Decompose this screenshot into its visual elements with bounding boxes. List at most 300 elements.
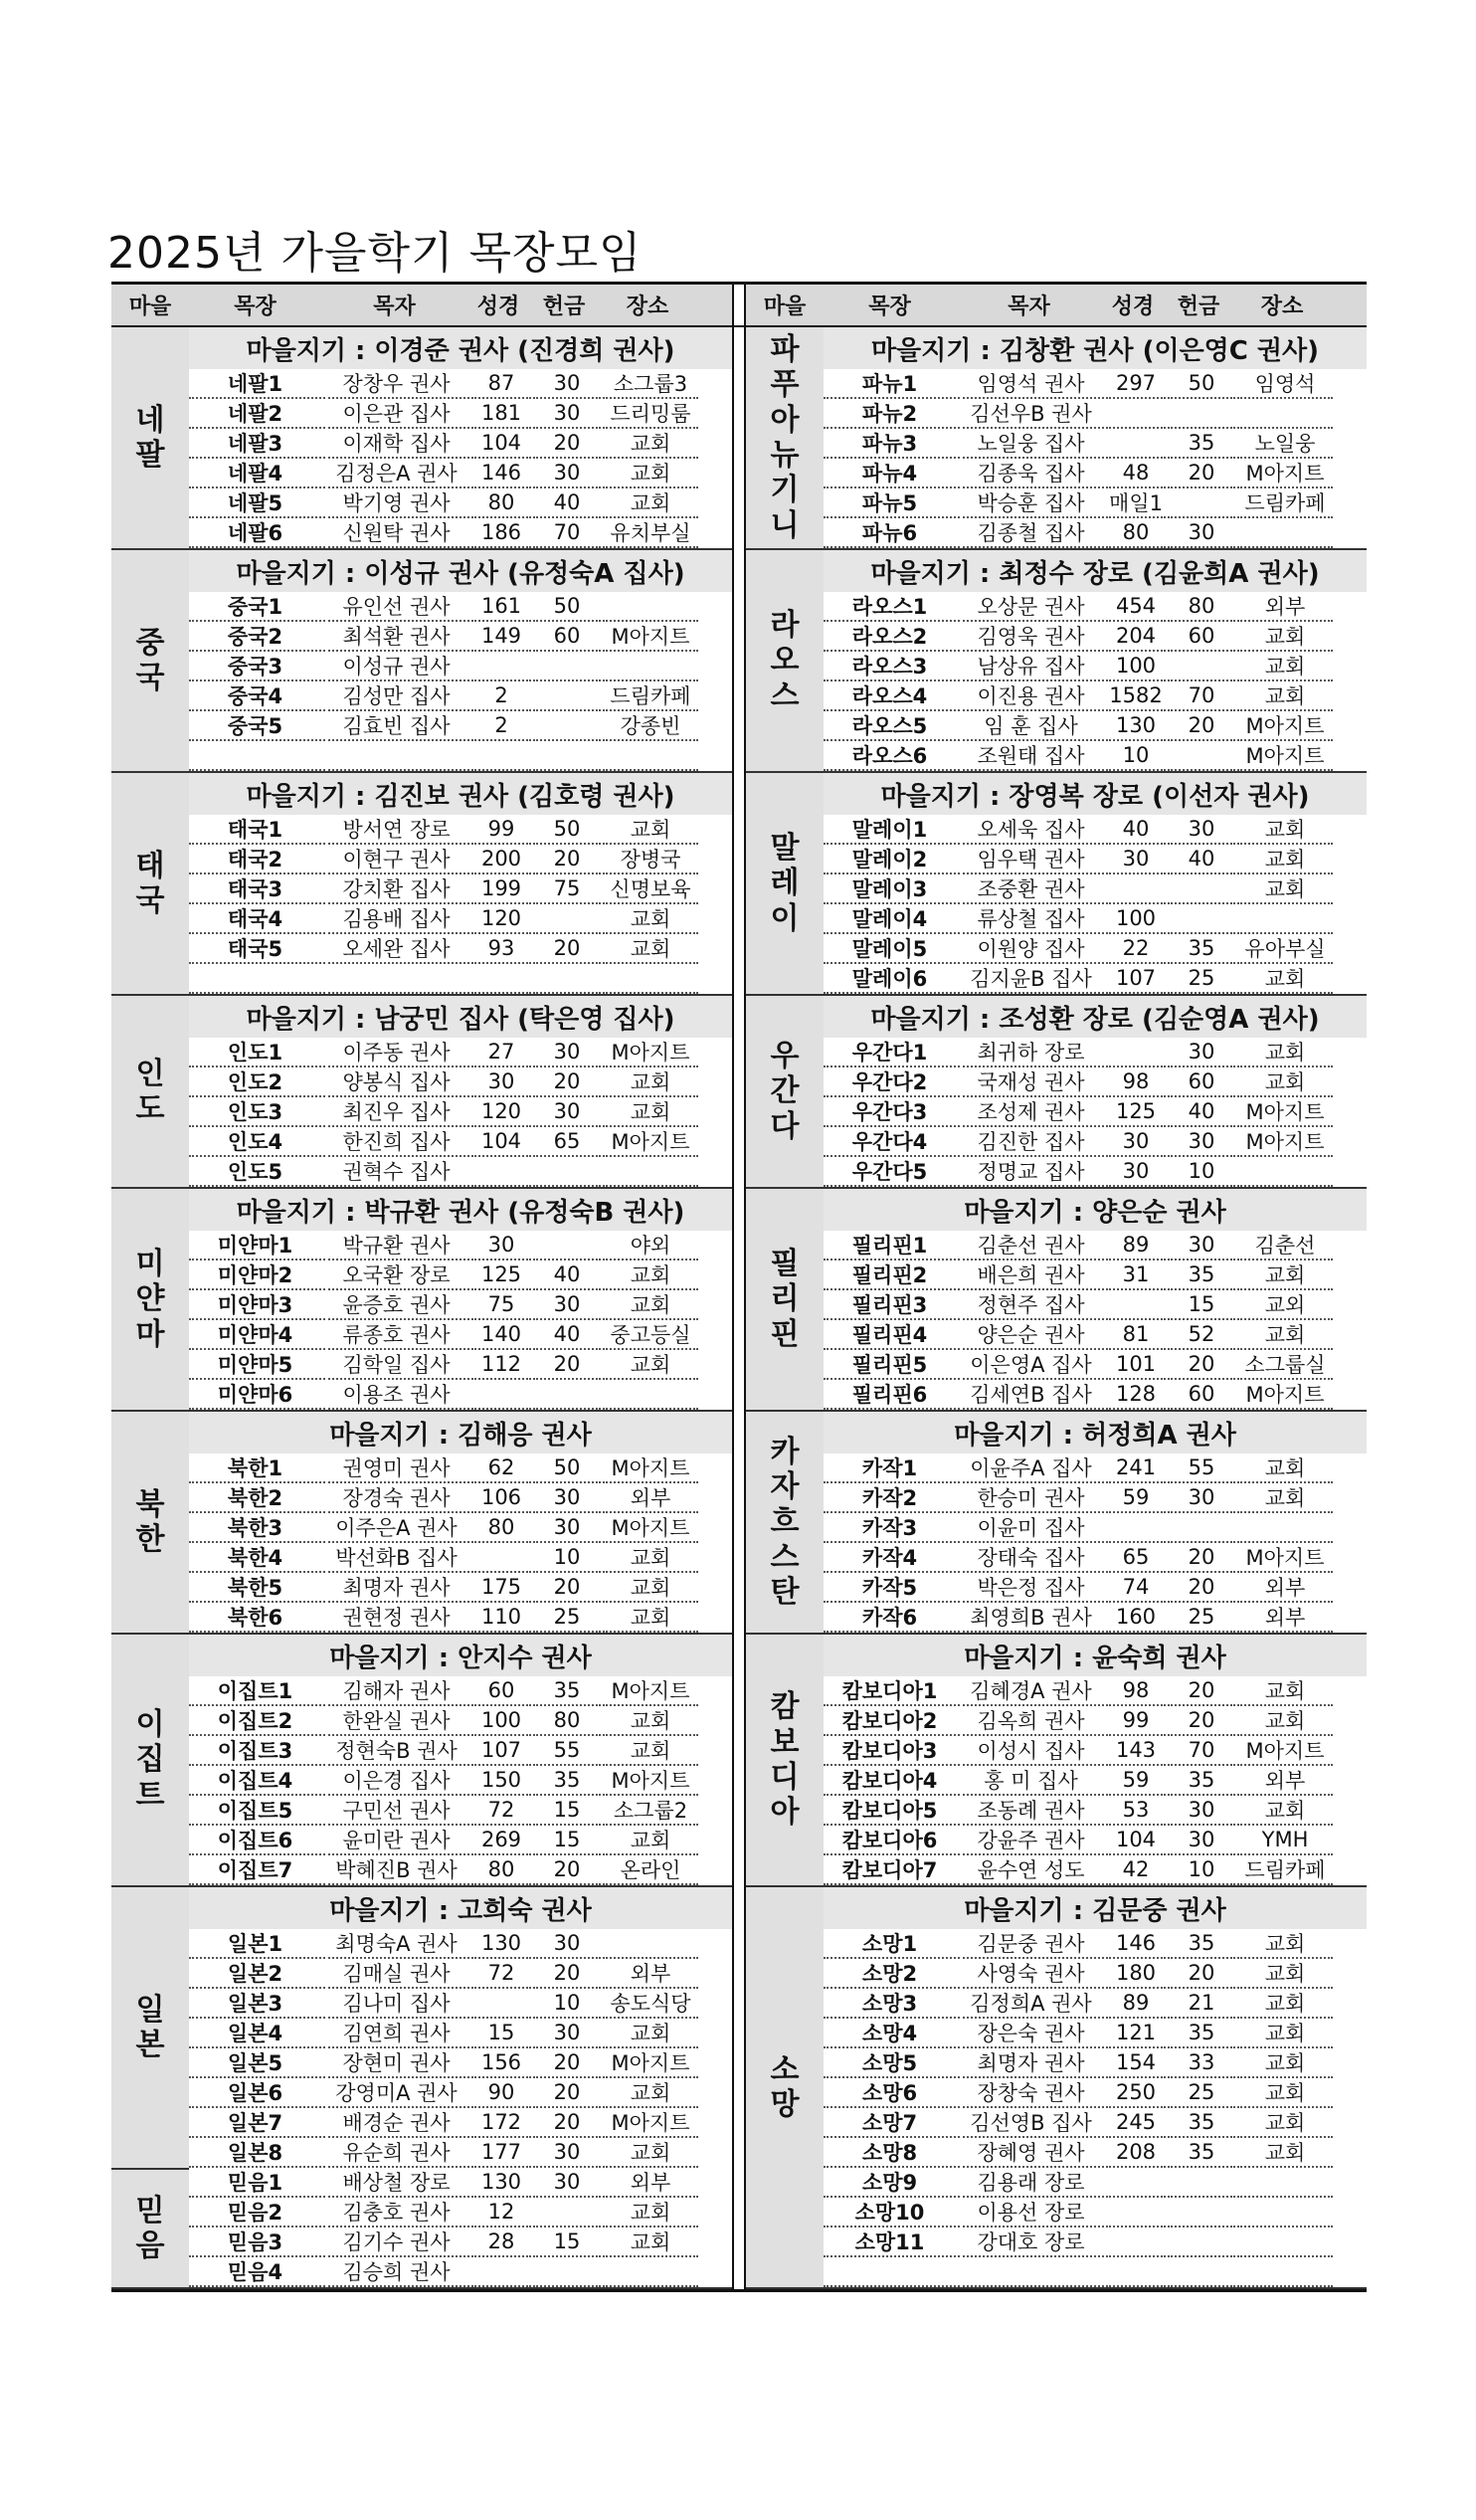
table-row xyxy=(189,845,732,874)
bible-count: 30 xyxy=(471,1067,531,1097)
village-leader: 마을지기 : 고희숙 권사 xyxy=(189,1887,732,1929)
group-name: 인도2 xyxy=(189,1067,321,1097)
shepherd-name: 김영욱 권사 xyxy=(958,622,1104,652)
bible-count: 150 xyxy=(471,1766,531,1796)
meeting-place: 교회 xyxy=(1237,2108,1333,2138)
bible-count: 200 xyxy=(471,845,531,874)
shepherd-name: 조성제 권사 xyxy=(958,1097,1104,1127)
bible-count: 110 xyxy=(471,1603,531,1633)
group-name: 라오스5 xyxy=(824,711,956,741)
group-name: 소망2 xyxy=(824,1959,956,1989)
group-name: 믿음4 xyxy=(189,2257,321,2287)
offering: 35 xyxy=(1168,1260,1235,1290)
shepherd-name: 강치환 집사 xyxy=(323,874,469,904)
group-name: 중국3 xyxy=(189,652,321,681)
offering: 35 xyxy=(1168,2019,1235,2048)
group-name: 카작2 xyxy=(824,1483,956,1513)
group-name: 중국1 xyxy=(189,592,321,622)
offering: 40 xyxy=(1168,845,1235,874)
bible-count: 245 xyxy=(1106,2108,1166,2138)
meeting-place: M아지트 xyxy=(603,1766,698,1796)
table-row xyxy=(824,1157,1367,1187)
meeting-place: 드림카페 xyxy=(1237,488,1333,518)
meeting-place: 교회 xyxy=(1237,2048,1333,2078)
group-name: 필리핀4 xyxy=(824,1320,956,1350)
group-name: 일본7 xyxy=(189,2108,321,2138)
bible-count xyxy=(1106,2198,1166,2228)
village-name-char: 트 xyxy=(135,1777,165,1813)
table-row xyxy=(189,2078,732,2108)
shepherd-name: 최명자 권사 xyxy=(958,2048,1104,2078)
bible-count: 181 xyxy=(471,399,531,429)
shepherd-name: 박규환 권사 xyxy=(323,1231,469,1260)
bible-count: 149 xyxy=(471,622,531,652)
offering: 20 xyxy=(1168,711,1235,741)
table-header xyxy=(111,282,1367,327)
bible-count: 75 xyxy=(471,1290,531,1320)
meeting-place: M아지트 xyxy=(603,1513,698,1543)
meeting-place: M아지트 xyxy=(603,1454,698,1483)
shepherd-name: 장태숙 집사 xyxy=(958,1543,1104,1573)
table-row xyxy=(824,2019,1367,2048)
group-name: 필리핀6 xyxy=(824,1380,956,1410)
offering xyxy=(1168,2198,1235,2228)
village-name-char: 소 xyxy=(770,2051,800,2087)
bible-count: 121 xyxy=(1106,2019,1166,2048)
bible-count: 10 xyxy=(1106,741,1166,771)
village-content xyxy=(189,550,732,771)
village-name-char: 팔 xyxy=(135,438,165,473)
bible-count: 80 xyxy=(471,488,531,518)
header-left xyxy=(111,285,732,325)
bible-count: 143 xyxy=(1106,1736,1166,1766)
village-leader: 마을지기 : 김문중 권사 xyxy=(824,1887,1367,1929)
village-block xyxy=(746,1887,1367,2289)
meeting-place: YMH xyxy=(1237,1826,1333,1855)
meeting-place: 온라인 xyxy=(603,1855,698,1885)
shepherd-name: 김연희 권사 xyxy=(323,2019,469,2048)
group-name: 네팔4 xyxy=(189,459,321,488)
offering: 40 xyxy=(533,488,601,518)
village-content xyxy=(189,773,732,994)
table-row xyxy=(824,1736,1367,1766)
table-row xyxy=(189,622,732,652)
meeting-place xyxy=(603,964,698,994)
bottom-rule xyxy=(111,2289,1367,2292)
meeting-place: 교회 xyxy=(603,904,698,934)
meeting-place: 소그룹3 xyxy=(603,369,698,399)
table-row xyxy=(824,2168,1367,2198)
shepherd-name: 이은관 집사 xyxy=(323,399,469,429)
bible-count: 1582 xyxy=(1106,681,1166,711)
village-leader: 마을지기 : 허정희A 권사 xyxy=(824,1412,1367,1454)
group-name: 우간다3 xyxy=(824,1097,956,1127)
offering: 20 xyxy=(533,2048,601,2078)
table-row xyxy=(824,1959,1367,1989)
meeting-place: 교회 xyxy=(1237,1320,1333,1350)
village-name-char: 망 xyxy=(770,2087,800,2122)
village-leader: 마을지기 : 김진보 권사 (김호령 권사) xyxy=(189,773,732,815)
table-row xyxy=(824,1454,1367,1483)
meeting-place: 교회 xyxy=(603,1826,698,1855)
bible-count: 72 xyxy=(471,1959,531,1989)
bible-count: 100 xyxy=(471,1706,531,1736)
village-block xyxy=(746,1412,1367,1635)
shepherd-name: 정현숙B 권사 xyxy=(323,1736,469,1766)
meeting-place xyxy=(603,1929,698,1959)
table-row xyxy=(824,1483,1367,1513)
village-content xyxy=(189,1635,732,1885)
group-name: 우간다5 xyxy=(824,1157,956,1187)
shepherd-name: 오세욱 집사 xyxy=(958,815,1104,845)
offering xyxy=(533,1380,601,1410)
meeting-place: M아지트 xyxy=(1237,711,1333,741)
meeting-place xyxy=(1237,1157,1333,1187)
offering: 30 xyxy=(533,369,601,399)
table-row xyxy=(824,741,1367,771)
village-name-char: 국 xyxy=(135,661,165,695)
table-row xyxy=(189,488,732,518)
offering xyxy=(533,652,601,681)
meeting-place: M아지트 xyxy=(1237,1097,1333,1127)
shepherd-name: 임우택 권사 xyxy=(958,845,1104,874)
bible-count: 146 xyxy=(1106,1929,1166,1959)
bible-count: 62 xyxy=(471,1454,531,1483)
offering: 30 xyxy=(1168,1038,1235,1067)
table-row xyxy=(824,1320,1367,1350)
group-name: 카작5 xyxy=(824,1573,956,1603)
shepherd-name: 류상철 집사 xyxy=(958,904,1104,934)
village-label xyxy=(111,327,189,548)
meeting-place: 중고등실 xyxy=(603,1320,698,1350)
bible-count: 30 xyxy=(471,1231,531,1260)
meeting-place xyxy=(603,2257,698,2287)
group-name: 라오스2 xyxy=(824,622,956,652)
table-row xyxy=(824,2048,1367,2078)
shepherd-name: 김옥희 권사 xyxy=(958,1706,1104,1736)
meeting-place: 강종빈 xyxy=(603,711,698,741)
table-row xyxy=(189,874,732,904)
offering: 20 xyxy=(533,1959,601,1989)
column-header: 장소 xyxy=(626,294,669,319)
table-row xyxy=(189,2198,732,2228)
table-row xyxy=(189,2108,732,2138)
group-name: 소망5 xyxy=(824,2048,956,2078)
village-label xyxy=(111,1887,189,2287)
group-name xyxy=(189,964,321,994)
offering: 70 xyxy=(1168,1736,1235,1766)
offering xyxy=(1168,2257,1235,2287)
group-name: 네팔3 xyxy=(189,429,321,459)
bible-count: 106 xyxy=(471,1483,531,1513)
table-row xyxy=(189,1350,732,1380)
village-name-char: 보 xyxy=(770,1724,800,1760)
offering: 20 xyxy=(533,934,601,964)
table-row xyxy=(189,1454,732,1483)
group-name: 인도1 xyxy=(189,1038,321,1067)
bible-count: 204 xyxy=(1106,622,1166,652)
shepherd-name: 강대호 장로 xyxy=(958,2228,1104,2257)
shepherd-name: 국재성 권사 xyxy=(958,1067,1104,1097)
village-label xyxy=(746,327,824,548)
group-name: 인도5 xyxy=(189,1157,321,1187)
bible-count: 89 xyxy=(1106,1989,1166,2019)
bible-count xyxy=(1106,1290,1166,1320)
village-block xyxy=(746,550,1367,773)
table-row xyxy=(189,741,732,771)
meeting-place: 교회 xyxy=(603,2078,698,2108)
offering: 30 xyxy=(533,2019,601,2048)
bible-count: 81 xyxy=(1106,1320,1166,1350)
village-name-char: 네 xyxy=(135,402,165,438)
group-name: 말레이6 xyxy=(824,964,956,994)
offering xyxy=(1168,2168,1235,2198)
group-name: 일본8 xyxy=(189,2138,321,2168)
table-row xyxy=(189,518,732,548)
group-name: 북한3 xyxy=(189,1513,321,1543)
meeting-place: 교회 xyxy=(1237,1067,1333,1097)
shepherd-name: 김효빈 집사 xyxy=(323,711,469,741)
table-row xyxy=(824,845,1367,874)
column-header: 마을 xyxy=(763,294,807,319)
offering: 30 xyxy=(533,399,601,429)
shepherd-name: 이주동 권사 xyxy=(323,1038,469,1067)
offering xyxy=(1168,399,1235,429)
offering: 15 xyxy=(533,2228,601,2257)
village-content xyxy=(824,1189,1367,1410)
table-row xyxy=(189,1038,732,1067)
shepherd-name: 정명교 집사 xyxy=(958,1157,1104,1187)
bible-count xyxy=(1106,874,1166,904)
shepherd-name: 남상유 집사 xyxy=(958,652,1104,681)
meeting-place: M아지트 xyxy=(603,1676,698,1706)
bible-count: 59 xyxy=(1106,1766,1166,1796)
shepherd-name: 오상문 권사 xyxy=(958,592,1104,622)
village-name-char: 오 xyxy=(770,643,800,678)
table-row xyxy=(189,1706,732,1736)
bible-count: 28 xyxy=(471,2228,531,2257)
right-column xyxy=(746,327,1367,2289)
village-block xyxy=(111,550,732,773)
meeting-place: 교회 xyxy=(1237,1038,1333,1067)
meeting-place: 교회 xyxy=(1237,874,1333,904)
shepherd-name: 김매실 권사 xyxy=(323,1959,469,1989)
column-header: 헌금 xyxy=(1177,294,1220,319)
bible-count: 99 xyxy=(471,815,531,845)
bible-count: 175 xyxy=(471,1573,531,1603)
bible-count: 99 xyxy=(1106,1706,1166,1736)
table-row xyxy=(824,1676,1367,1706)
bible-count: 180 xyxy=(1106,1959,1166,1989)
shepherd-name: 정현주 집사 xyxy=(958,1290,1104,1320)
village-name-char: 마 xyxy=(135,1316,165,1352)
village-name-char: 본 xyxy=(135,2028,165,2062)
meeting-place xyxy=(1237,904,1333,934)
village-name-char: 일 xyxy=(135,1992,165,2028)
meeting-place: 교회 xyxy=(1237,622,1333,652)
meeting-place: 외부 xyxy=(1237,1766,1333,1796)
offering xyxy=(1168,652,1235,681)
shepherd-name: 이주은A 권사 xyxy=(323,1513,469,1543)
group-name: 캄보디아4 xyxy=(824,1766,956,1796)
table-row xyxy=(824,1826,1367,1855)
village-content xyxy=(189,1412,732,1633)
group-name: 북한6 xyxy=(189,1603,321,1633)
table-row xyxy=(824,399,1367,429)
offering: 21 xyxy=(1168,1989,1235,2019)
village-label xyxy=(111,996,189,1187)
group-name: 파뉴2 xyxy=(824,399,956,429)
offering: 25 xyxy=(1168,1603,1235,1633)
meeting-place: 교회 xyxy=(603,934,698,964)
header-right xyxy=(746,285,1367,325)
table-row xyxy=(824,1038,1367,1067)
meeting-place: 교회 xyxy=(603,1573,698,1603)
bible-count: 130 xyxy=(471,2168,531,2198)
village-block xyxy=(746,1635,1367,1887)
meeting-place: 교회 xyxy=(1237,2078,1333,2108)
meeting-place: 김춘선 xyxy=(1237,1231,1333,1260)
meeting-place xyxy=(603,652,698,681)
meeting-place xyxy=(1237,2228,1333,2257)
table-row xyxy=(824,681,1367,711)
meeting-place: 외부 xyxy=(1237,592,1333,622)
meeting-place: 교회 xyxy=(1237,2019,1333,2048)
bible-count: 30 xyxy=(1106,1127,1166,1157)
bible-count: 130 xyxy=(1106,711,1166,741)
table-row xyxy=(189,1290,732,1320)
offering: 30 xyxy=(1168,1231,1235,1260)
table-row xyxy=(824,815,1367,845)
shepherd-name: 김춘선 권사 xyxy=(958,1231,1104,1260)
village-name-char: 필 xyxy=(770,1246,800,1281)
shepherd-name: 김선영B 집사 xyxy=(958,2108,1104,2138)
bible-count: 59 xyxy=(1106,1483,1166,1513)
table-row xyxy=(189,1157,732,1187)
village-name-char: 디 xyxy=(770,1760,800,1795)
group-name: 라오스3 xyxy=(824,652,956,681)
shepherd-name: 강윤주 권사 xyxy=(958,1826,1104,1855)
offering: 35 xyxy=(533,1766,601,1796)
shepherd-name: 배경순 권사 xyxy=(323,2108,469,2138)
column-header: 목장 xyxy=(234,294,277,319)
table-row xyxy=(824,1855,1367,1885)
table-row xyxy=(189,1260,732,1290)
offering: 55 xyxy=(1168,1454,1235,1483)
offering: 20 xyxy=(533,2108,601,2138)
table-row xyxy=(189,934,732,964)
shepherd-name: 김승희 권사 xyxy=(323,2257,469,2287)
bible-count xyxy=(471,1380,531,1410)
village-content xyxy=(824,550,1367,771)
offering: 35 xyxy=(1168,2108,1235,2138)
meeting-place: 교회 xyxy=(603,815,698,845)
offering: 50 xyxy=(533,592,601,622)
bible-count: 250 xyxy=(1106,2078,1166,2108)
meeting-place: M아지트 xyxy=(1237,1380,1333,1410)
village-name-char: 인 xyxy=(135,1056,165,1091)
village-name-char: 음 xyxy=(135,2229,165,2263)
offering xyxy=(1168,2228,1235,2257)
bible-count: 297 xyxy=(1106,369,1166,399)
group-name: 이집트7 xyxy=(189,1855,321,1885)
shepherd-name: 임 훈 집사 xyxy=(958,711,1104,741)
bible-count xyxy=(471,1543,531,1573)
group-name xyxy=(824,2257,956,2287)
group-name: 일본4 xyxy=(189,2019,321,2048)
group-name: 캄보디아7 xyxy=(824,1855,956,1885)
shepherd-name: 조중환 권사 xyxy=(958,874,1104,904)
group-name: 파뉴6 xyxy=(824,518,956,548)
meeting-place: 교회 xyxy=(1237,964,1333,994)
shepherd-name: 조원태 집사 xyxy=(958,741,1104,771)
table-row xyxy=(824,1796,1367,1826)
table-row xyxy=(189,1826,732,1855)
group-name: 태국3 xyxy=(189,874,321,904)
shepherd-name: 장현미 권사 xyxy=(323,2048,469,2078)
table-row xyxy=(189,1989,732,2019)
table-row xyxy=(189,1959,732,1989)
offering: 15 xyxy=(533,1796,601,1826)
meeting-place: 교회 xyxy=(1237,681,1333,711)
village-label xyxy=(111,1412,189,1633)
offering: 30 xyxy=(533,1513,601,1543)
bible-count: 40 xyxy=(1106,815,1166,845)
bible-count xyxy=(471,1989,531,2019)
group-name: 미얀마3 xyxy=(189,1290,321,1320)
village-block xyxy=(746,773,1367,996)
bible-count: 90 xyxy=(471,2078,531,2108)
shepherd-name: 이은경 집사 xyxy=(323,1766,469,1796)
meeting-place: 드림카페 xyxy=(603,681,698,711)
table-row xyxy=(189,1231,732,1260)
shepherd-name: 유순희 권사 xyxy=(323,2138,469,2168)
shepherd-name: 홍 미 집사 xyxy=(958,1766,1104,1796)
table-row xyxy=(824,1127,1367,1157)
meeting-place xyxy=(1237,2168,1333,2198)
village-block xyxy=(111,996,732,1189)
offering: 20 xyxy=(533,429,601,459)
table-row xyxy=(189,1736,732,1766)
bible-count: 104 xyxy=(1106,1826,1166,1855)
offering: 20 xyxy=(1168,459,1235,488)
group-name: 네팔1 xyxy=(189,369,321,399)
group-name: 소망3 xyxy=(824,1989,956,2019)
shepherd-name: 최진우 집사 xyxy=(323,1097,469,1127)
bible-count: 454 xyxy=(1106,592,1166,622)
table-row xyxy=(824,652,1367,681)
group-name: 북한5 xyxy=(189,1573,321,1603)
meeting-place: 노일웅 xyxy=(1237,429,1333,459)
bible-count: 30 xyxy=(1106,1157,1166,1187)
group-name: 이집트5 xyxy=(189,1796,321,1826)
table-row xyxy=(189,1067,732,1097)
village-name-char: 푸 xyxy=(770,367,800,403)
table-row xyxy=(824,1706,1367,1736)
village-block xyxy=(746,1189,1367,1412)
table-row xyxy=(189,1796,732,1826)
table-row xyxy=(824,1603,1367,1633)
page-title: 2025년 가을학기 목장모임 xyxy=(107,228,643,279)
village-content xyxy=(189,996,732,1187)
table-row xyxy=(189,904,732,934)
bible-count: 98 xyxy=(1106,1676,1166,1706)
table-row xyxy=(189,429,732,459)
village-leader: 마을지기 : 김해응 권사 xyxy=(189,1412,732,1454)
bible-count xyxy=(1106,429,1166,459)
meeting-place: 야외 xyxy=(603,1231,698,1260)
meeting-place: 교회 xyxy=(1237,1706,1333,1736)
